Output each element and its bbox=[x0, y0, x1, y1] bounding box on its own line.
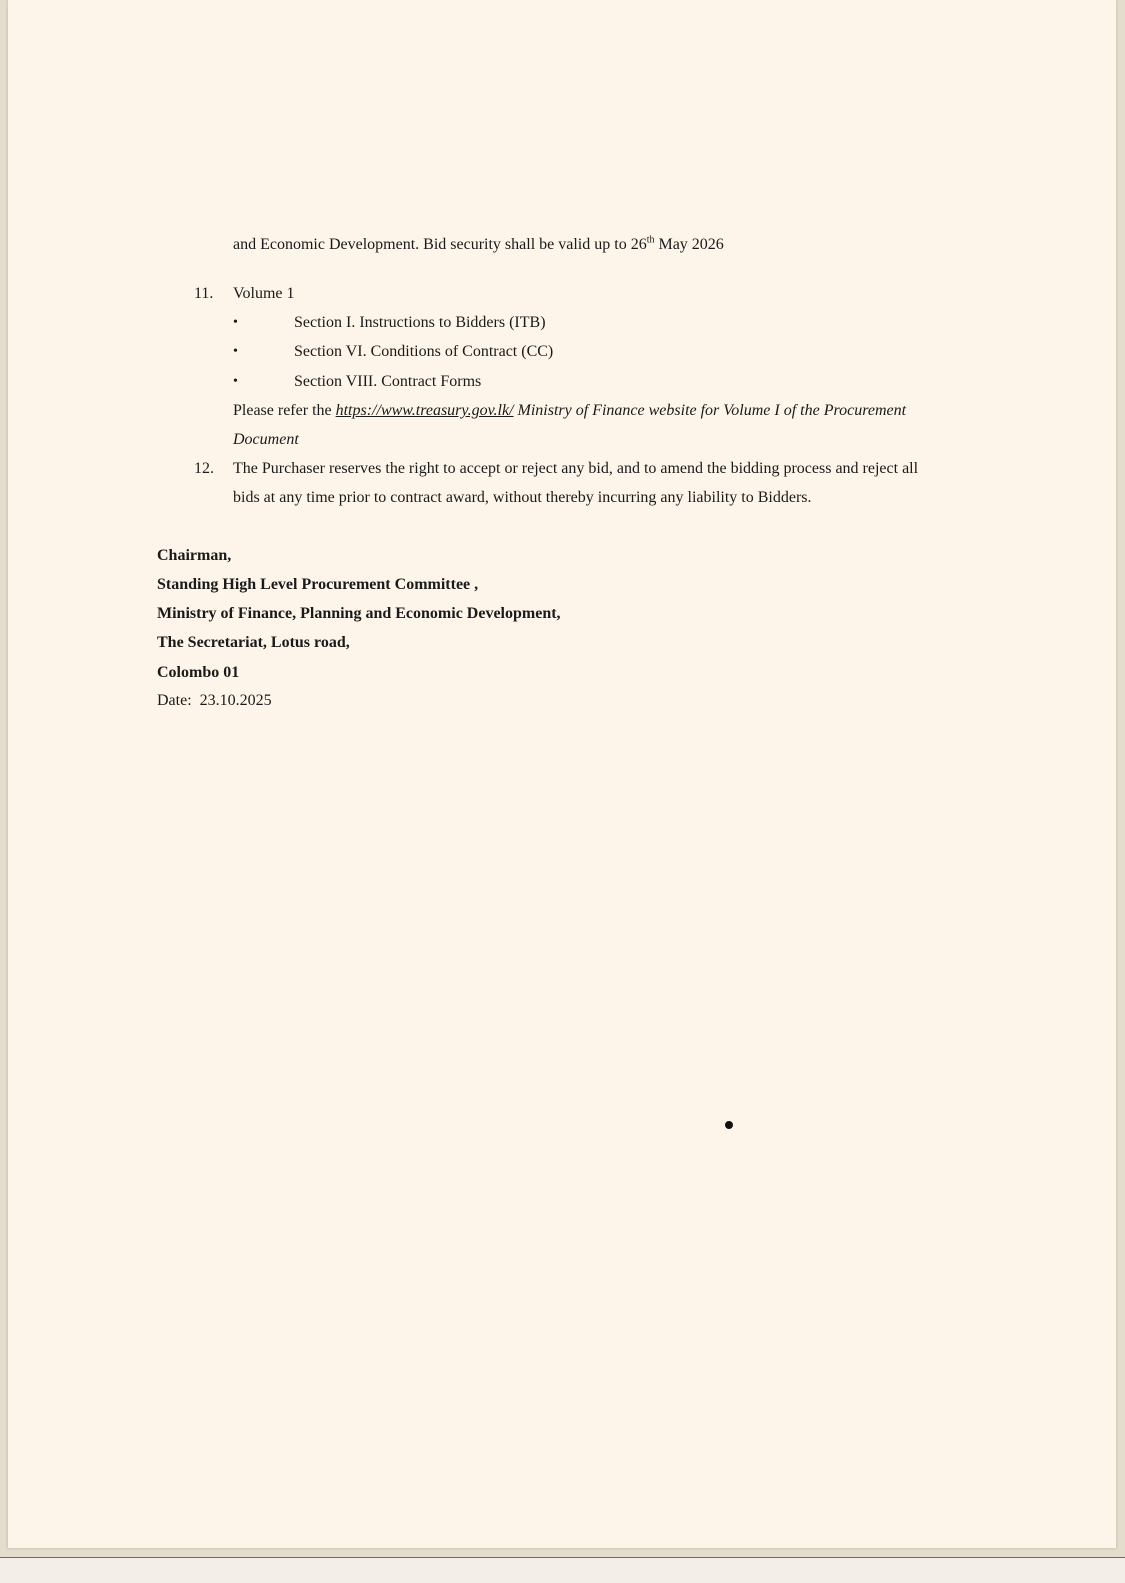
bid-security-text: and Economic Development. Bid security shall be valid up to 26 bbox=[233, 236, 647, 253]
bullet-marker: • bbox=[233, 344, 238, 359]
date-value: 23.10.2025 bbox=[199, 692, 272, 709]
signature-city: Colombo 01 bbox=[157, 664, 240, 681]
bid-security-date: May 2026 bbox=[654, 236, 724, 253]
bullet-item-cc: Section VI. Conditions of Contract (CC) bbox=[294, 343, 554, 360]
date-superscript: th bbox=[646, 234, 655, 246]
bullet-marker: • bbox=[233, 315, 238, 330]
signature-address: The Secretariat, Lotus road, bbox=[157, 634, 350, 651]
item-11-number: 11. bbox=[194, 285, 214, 302]
item-12-number: 12. bbox=[194, 460, 214, 477]
item-12-line2: bids at any time prior to contract award, without thereby incurring any liability to Bidders. bbox=[233, 489, 812, 506]
refer-prefix: Please refer the bbox=[233, 402, 336, 419]
viewer-bottom-strip bbox=[0, 1558, 1125, 1583]
bullet-item-forms: Section VIII. Contract Forms bbox=[294, 373, 482, 390]
refer-suffix-line2: Document bbox=[233, 431, 299, 448]
item-11-title: Volume 1 bbox=[233, 285, 295, 302]
bullet-item-itb: Section I. Instructions to Bidders (ITB) bbox=[294, 314, 546, 331]
refer-line bbox=[233, 401, 906, 421]
document-page bbox=[8, 0, 1116, 1548]
stray-mark-dot bbox=[725, 1121, 733, 1129]
item-12-line1: The Purchaser reserves the right to accept or reject any bid, and to amend the bidding process and reject all bbox=[233, 460, 919, 477]
signature-ministry: Ministry of Finance, Planning and Economic Development, bbox=[157, 605, 561, 622]
refer-suffix: Ministry of Finance website for Volume I of the Procurement bbox=[513, 402, 907, 419]
date-label: Date: bbox=[157, 692, 192, 709]
signature-date bbox=[157, 691, 272, 711]
bullet-marker: • bbox=[233, 374, 238, 389]
signature-title: Chairman, bbox=[157, 547, 232, 564]
signature-committee: Standing High Level Procurement Committee , bbox=[157, 576, 479, 593]
treasury-link[interactable]: https://www.treasury.gov.lk/ bbox=[335, 402, 514, 419]
bid-security-line bbox=[233, 235, 724, 255]
